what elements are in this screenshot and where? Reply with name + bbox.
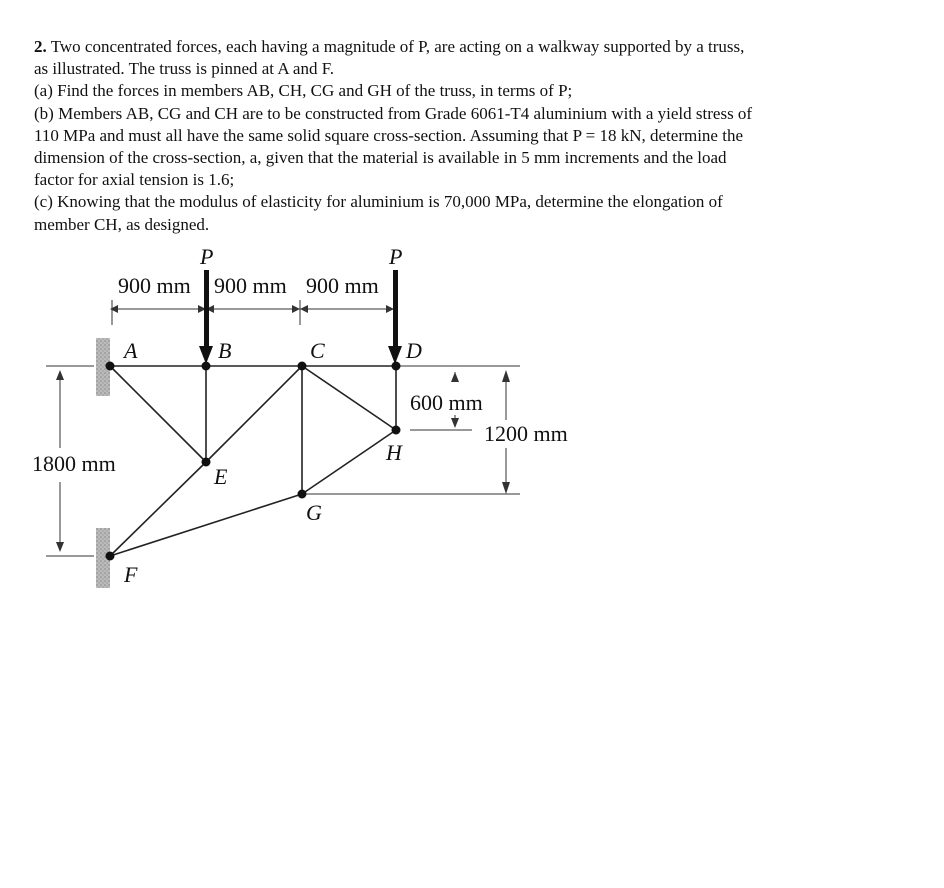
load-arrow-d <box>388 270 402 364</box>
part-c-line-1: (c) Knowing that the modulus of elasticity for aluminium is 70,000 MPa, determine the elongation of <box>34 192 723 212</box>
dimension-spans <box>110 300 394 325</box>
intro-line-1: 2. Two concentrated forces, each having a magnitude of P, are acting on a walkway supported by a truss, <box>34 37 745 56</box>
node-label-a: A <box>124 338 138 363</box>
part-a: (a) Find the forces in members AB, CH, CG and GH of the truss, in terms of P; <box>34 81 573 101</box>
node-label-f: F <box>124 562 138 587</box>
joint-a <box>106 362 115 371</box>
node-label-e: E <box>214 464 228 489</box>
force-label-b: P <box>200 244 214 269</box>
member-ef <box>110 462 206 556</box>
joint-e <box>202 458 211 467</box>
dim-label-bc: 900 mm <box>214 273 287 298</box>
node-label-h: H <box>386 440 402 465</box>
member-ae <box>110 366 206 462</box>
part-b-line-4: factor for axial tension is 1.6; <box>34 170 235 190</box>
member-fg <box>110 494 302 556</box>
joints <box>106 362 401 561</box>
member-gh <box>302 430 396 494</box>
part-b-line-2: 110 MPa and must all have the same solid square cross-section. Assuming that P = 18 kN, determine the <box>34 125 743 145</box>
dim-label-600: 600 mm <box>410 390 483 415</box>
member-ec <box>206 366 302 462</box>
part-b-line-1: (b) Members AB, CG and CH are to be constructed from Grade 6061-T4 aluminium with a yield stress of <box>34 103 753 123</box>
joint-b <box>202 362 211 371</box>
joint-d <box>392 362 401 371</box>
node-label-d: D <box>406 338 422 363</box>
intro-line-2: as illustrated. The truss is pinned at A and F. <box>34 59 335 79</box>
dim-label-cd: 900 mm <box>306 273 379 298</box>
dim-label-ab: 900 mm <box>118 273 191 298</box>
joint-h <box>392 426 401 435</box>
joint-g <box>298 490 307 499</box>
part-b-line-3: dimension of the cross-section, a, given that the material is available in 5 mm increments and the load <box>34 148 727 168</box>
dim-label-1800: 1800 mm <box>32 451 116 476</box>
joint-c <box>298 362 307 371</box>
dim-label-1200: 1200 mm <box>484 421 568 446</box>
member-ch <box>302 366 396 430</box>
load-arrow-b <box>199 270 213 364</box>
node-label-g: G <box>306 500 322 525</box>
problem-number: 2. <box>34 37 47 56</box>
node-label-c: C <box>310 338 325 363</box>
part-c-line-2: member CH, as designed. <box>34 214 210 234</box>
joint-f <box>106 552 115 561</box>
node-label-b: B <box>218 338 232 363</box>
truss-members <box>110 366 396 556</box>
force-label-d: P <box>389 244 403 269</box>
